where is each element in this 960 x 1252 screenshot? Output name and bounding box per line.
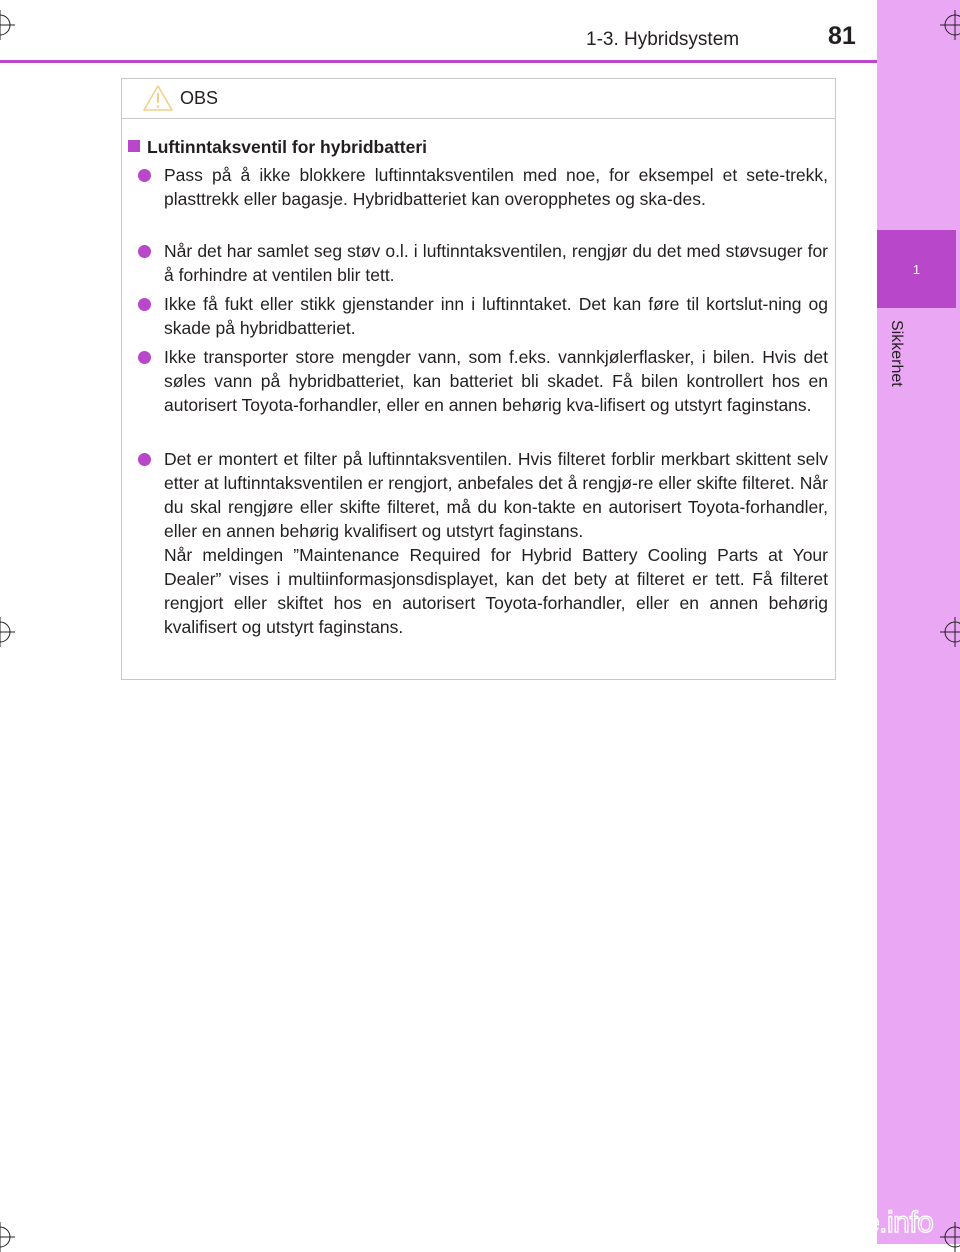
- circle-bullet-icon: [138, 351, 151, 364]
- list-item: [138, 447, 828, 639]
- crosshair-icon: [0, 1222, 15, 1252]
- notice-heading: [128, 135, 427, 159]
- crosshair-icon: [940, 617, 960, 647]
- list-item-text: Ikke transporter store mengder vann, som f.eks. vannkjølerflasker, i bilen. Hvis det søles vann på hybridbatteriet, kan batteriet bli skadet. Få bilen kontrollert hos en autorisert Toyota-forhandler, eller en annen behørig kva-lifisert og utstyrt faginstans.: [164, 347, 828, 415]
- chapter-tab[interactable]: [877, 230, 956, 308]
- notice-box: [121, 78, 836, 680]
- list-item: [138, 163, 828, 211]
- list-item-text: Når det har samlet seg støv o.l. i luftinntaksventilen, rengjør du det med støvsuger for å forhindre at ventilen blir tett.: [164, 241, 828, 285]
- crosshair-icon: [0, 10, 15, 40]
- svg-text:carmanualsonline.info: carmanualsonline.info: [652, 1206, 934, 1239]
- page-number: 81: [828, 22, 856, 50]
- watermark-logo: [650, 1200, 955, 1240]
- notice-header: [122, 79, 835, 119]
- crosshair-icon: [0, 617, 15, 647]
- header-rule: [0, 60, 877, 63]
- list-item: [138, 292, 828, 340]
- list-item-text: Ikke få fukt eller stikk gjenstander inn i luftinntaket. Det kan føre til kortslut-ning og skade på hybridbatteriet.: [164, 294, 828, 338]
- list-item: [138, 239, 828, 287]
- chapter-name: Sikkerhet: [888, 320, 905, 387]
- list-item-continuation: Når meldingen ”Maintenance Required for Hybrid Battery Cooling Parts at Your Dealer” vises i multiinformasjonsdisplayet, kan det bety at filteret er tett. Få filteret rengjort eller skiftet hos en autorisert Toyota-forhandler, eller en annen behørig kvalifisert og utstyrt faginstans.: [164, 545, 828, 637]
- notice-label: OBS: [180, 88, 219, 108]
- circle-bullet-icon: [138, 298, 151, 311]
- circle-bullet-icon: [138, 453, 151, 466]
- notice-heading-text: Luftinntaksventil for hybridbatteri: [147, 137, 428, 157]
- list-item-text: Pass på å ikke blokkere luftinntaksventilen med noe, for eksempel et sete-trekk, plasttrekk eller bagasje. Hybridbatteriet kan overopphetes og ska-des.: [164, 165, 828, 209]
- circle-bullet-icon: [138, 169, 151, 182]
- list-item: [138, 345, 828, 417]
- warning-triangle-icon: [142, 84, 174, 112]
- list-item-text: Det er montert et filter på luftinntaksventilen. Hvis filteret forblir merkbart skittent selv etter at luftinntaksventilen er rengjort, anbefales det å rengjø-re eller skifte filteret. Når du skal rengjøre eller skifte filteret, må du kon-takte en autorisert Toyota-forhandler, eller en annen behørig kvalifisert og utstyrt faginstans.: [164, 449, 828, 541]
- crosshair-icon: [940, 10, 960, 40]
- section-title: 1-3. Hybridsystem: [586, 29, 740, 50]
- circle-bullet-icon: [138, 245, 151, 258]
- square-bullet-icon: [128, 140, 140, 152]
- chapter-number: 1: [912, 261, 921, 277]
- watermark: [650, 1200, 955, 1240]
